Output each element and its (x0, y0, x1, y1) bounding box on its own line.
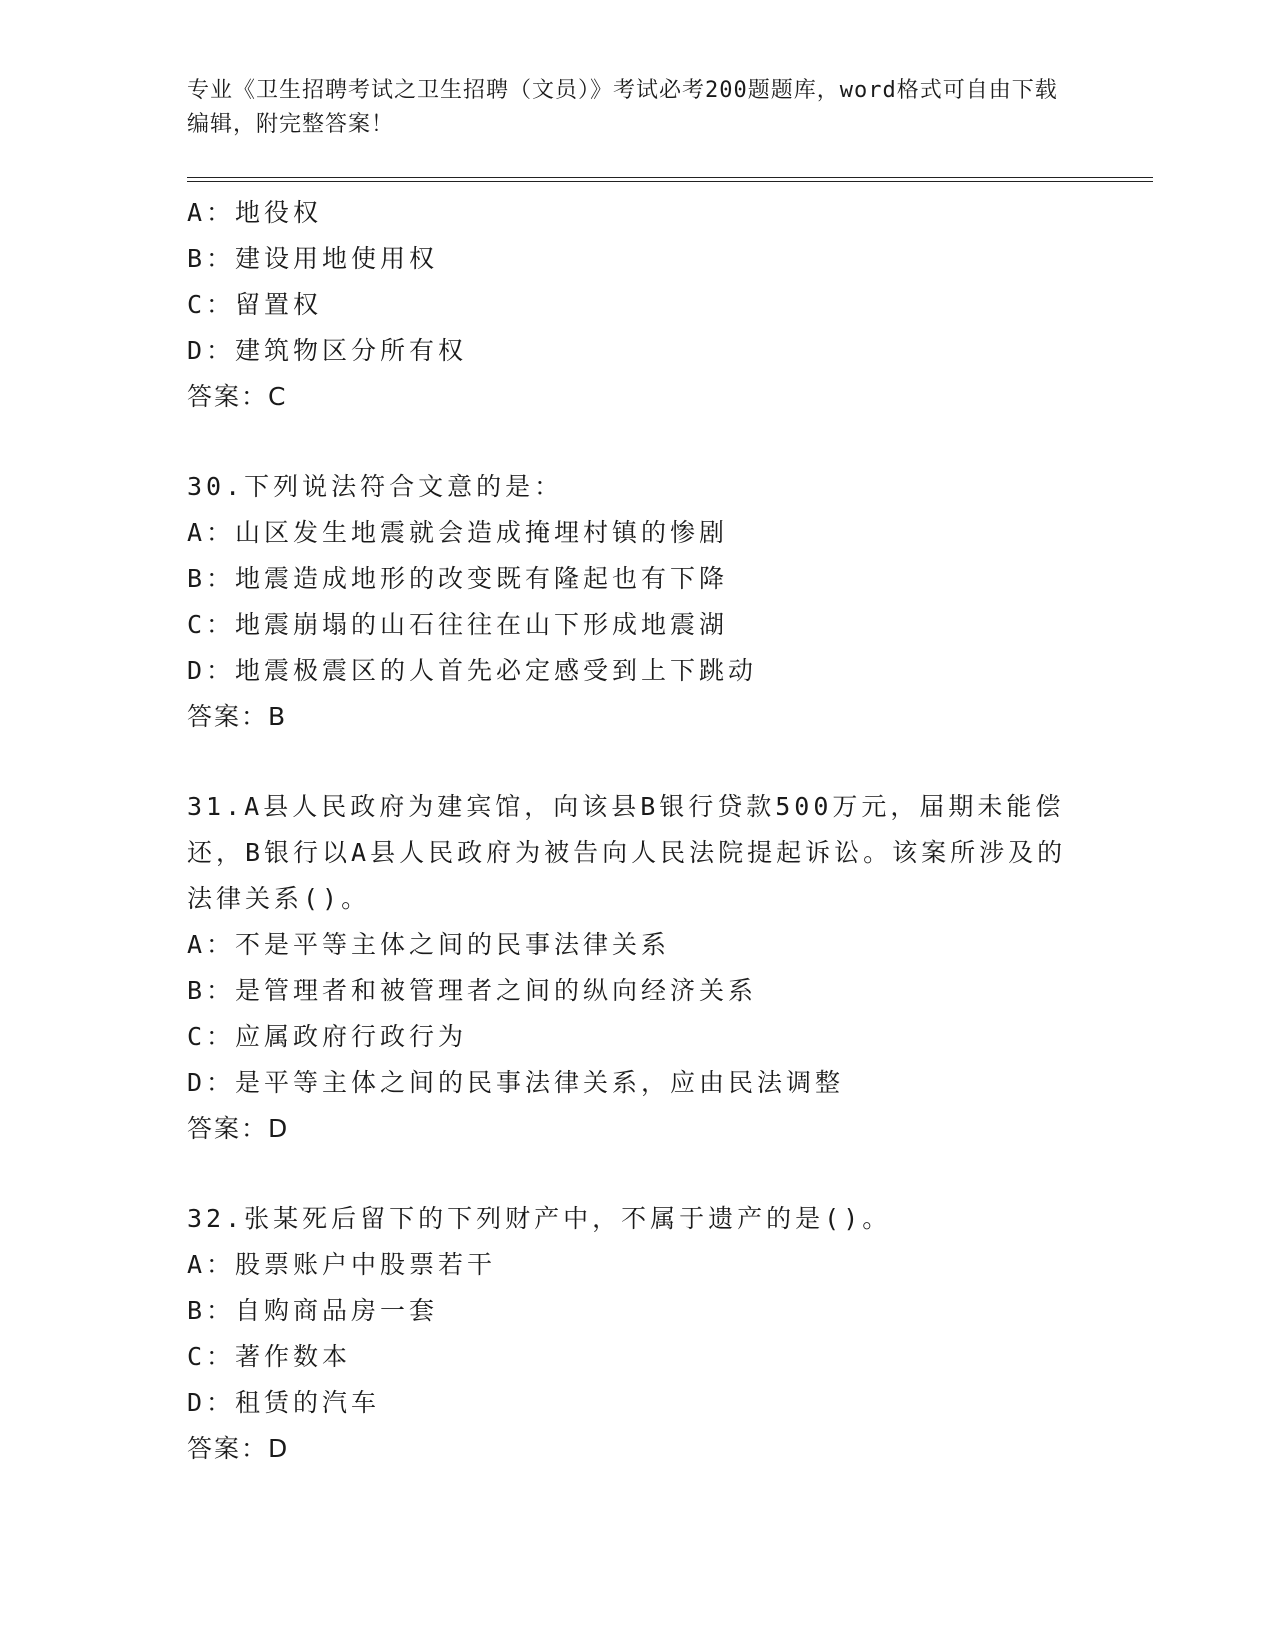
option-a: A：地役权 (187, 198, 323, 227)
option-d: D：建筑物区分所有权 (187, 336, 468, 365)
option-c: C：著作数本 (187, 1342, 352, 1371)
question-block-30 (187, 464, 1087, 740)
spacer (187, 1152, 1087, 1196)
spacer (187, 740, 1087, 784)
option-b: B：地震造成地形的改变既有隆起也有下降 (187, 564, 729, 593)
option-a: A：山区发生地震就会造成掩埋村镇的惨剧 (187, 518, 729, 547)
option-a: A：股票账户中股票若干 (187, 1250, 497, 1279)
option-b: B：是管理者和被管理者之间的纵向经济关系 (187, 976, 758, 1005)
option-c: C：应属政府行政行为 (187, 1022, 468, 1051)
document-header: 专业《卫生招聘考试之卫生招聘（文员）》考试必考200题题库，word格式可自由下载编辑，附完整答案！ (187, 78, 1058, 137)
answer-line: 答案：D (187, 1434, 290, 1463)
question-block-32 (187, 1196, 1087, 1472)
answer-line: 答案：B (187, 702, 288, 731)
question-block-31 (187, 784, 1087, 1152)
option-b: B：建设用地使用权 (187, 244, 439, 273)
answer-line: 答案：D (187, 1114, 290, 1143)
option-d: D：租赁的汽车 (187, 1388, 381, 1417)
option-b: B：自购商品房一套 (187, 1296, 439, 1325)
question-block-29 (187, 190, 1087, 420)
option-d: D：是平等主体之间的民事法律关系，应由民法调整 (187, 1068, 845, 1097)
question-stem-line: 32.张某死后留下的下列财产中，不属于遗产的是()。 (187, 1204, 892, 1233)
question-list (187, 190, 1087, 1472)
header-divider (187, 177, 1153, 182)
spacer (187, 420, 1087, 464)
question-stem-line: 30.下列说法符合文意的是： (187, 472, 564, 501)
answer-line: 答案：C (187, 382, 288, 411)
option-c: C：留置权 (187, 290, 323, 319)
option-d: D：地震极震区的人首先必定感受到上下跳动 (187, 656, 758, 685)
option-a: A：不是平等主体之间的民事法律关系 (187, 930, 671, 959)
question-stem-line: 还，B银行以A县人民政府为被告向人民法院提起诉讼。该案所涉及的 (187, 838, 1067, 867)
question-stem-line: 法律关系()。 (187, 884, 371, 913)
question-stem-line: 31.A县人民政府为建宾馆，向该县B银行贷款500万元，届期未能偿 (187, 792, 1065, 821)
option-c: C：地震崩塌的山石往往在山下形成地震湖 (187, 610, 729, 639)
